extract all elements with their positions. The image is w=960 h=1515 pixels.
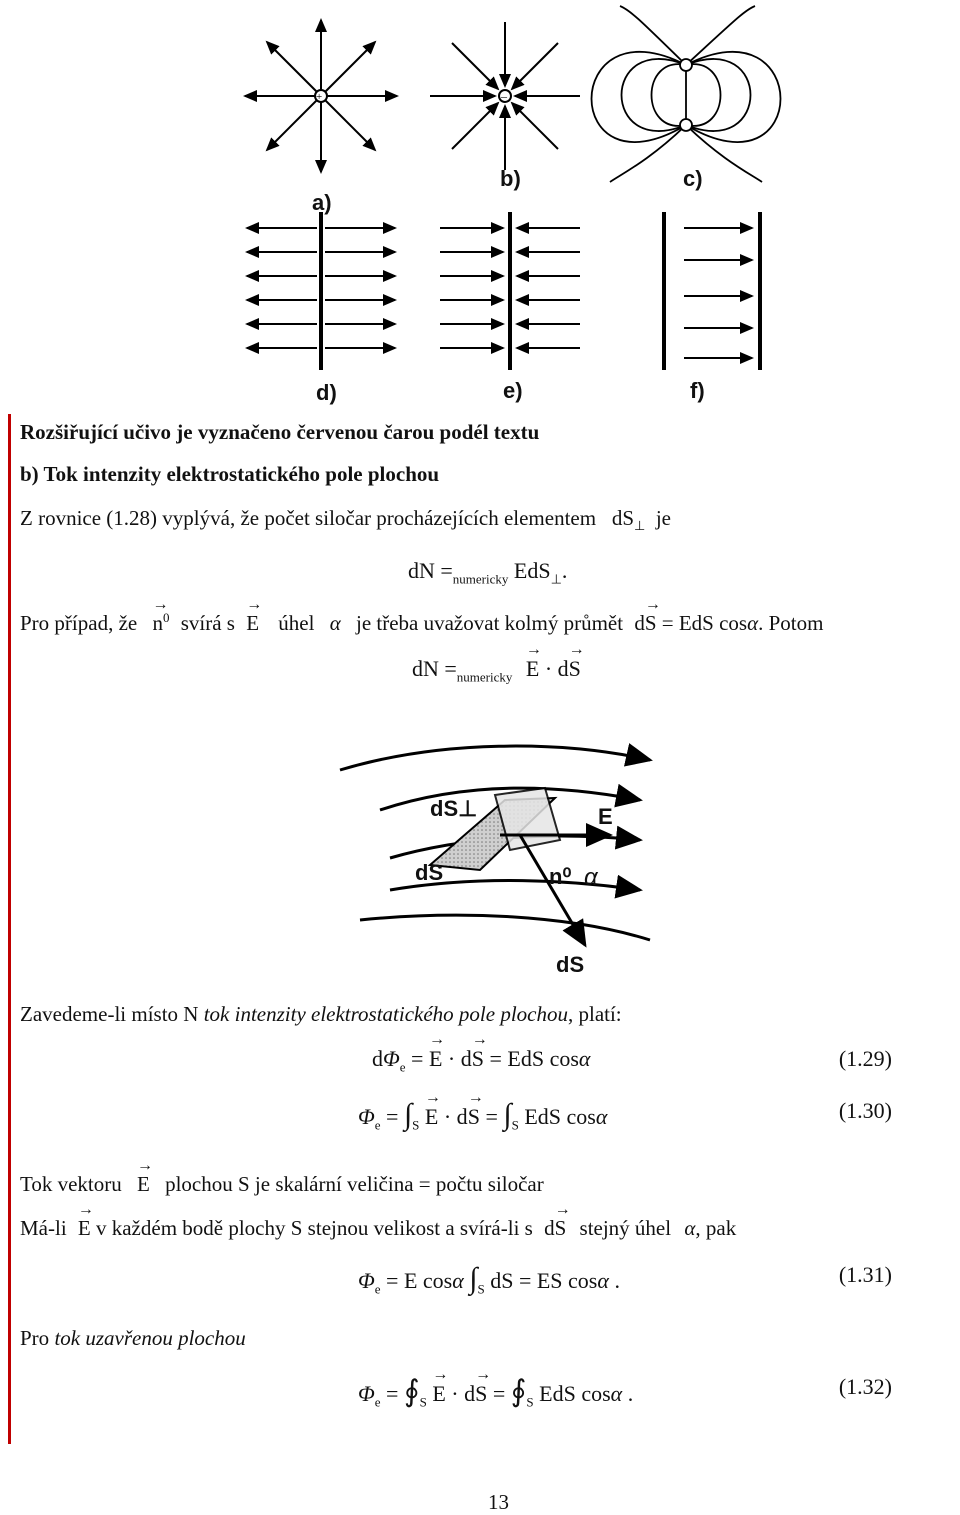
negative-charge-field xyxy=(430,22,580,170)
paragraph-line-1: Z rovnice (1.28) vyplývá, že počet siločar procházejících elementem $dS_\perp$ je xyxy=(20,506,671,534)
equation-dn2: dN $=_{numericky} \to E \cdot d\to S$ xyxy=(412,656,581,685)
label-ds-vector: dS xyxy=(556,952,585,977)
positive-charge-field xyxy=(245,20,397,172)
plate-negative-field xyxy=(440,212,580,370)
page-number: 13 xyxy=(488,1490,509,1514)
label-ds-perp: dS⊥ xyxy=(430,796,478,821)
red-margin-bar xyxy=(8,414,11,1444)
capacitor-field xyxy=(664,212,760,370)
label-alpha: α xyxy=(584,864,598,891)
dipole-field xyxy=(592,6,781,182)
fig-label-e: e) xyxy=(503,378,523,403)
equation-1-30: $\Phi_e = \int_S \to E \cdot d\to S = \int_S$ EdS cosα (1.30) xyxy=(358,1098,892,1133)
flux-surface-figure xyxy=(320,740,660,980)
label-ds: dS xyxy=(415,860,444,885)
label-n0: n⁰ xyxy=(549,864,572,889)
paragraph-line-4: Tok vektoru → E plochou S je skalární veličina = počtu siločar xyxy=(20,1172,544,1197)
equation-1-32: $\Phi_e$ = $∮_S \to E \cdot d\to S$ = $∮_S$ EdS cosα . (1.32) xyxy=(358,1374,892,1410)
fig-label-f: f) xyxy=(690,378,705,403)
paragraph-line-6: Pro tok uzavřenou plochou xyxy=(20,1326,246,1350)
label-e-vector: E xyxy=(598,804,613,829)
field-lines-figure xyxy=(0,0,960,410)
fig-label-b: b) xyxy=(500,166,521,191)
fig-label-c: c) xyxy=(683,166,703,191)
fig-label-a: a) xyxy=(312,190,332,215)
section-heading: b) Tok intenzity elektrostatického pole plochou xyxy=(20,462,440,486)
paragraph-line-2: Pro případ, že → $n^0$ svírá s → E úhel α je třeba uvažovat kolmý průmět d→ S = EdS cosα. Potom xyxy=(20,610,823,636)
paragraph-line-3: Zavedeme-li místo N tok intenzity elektrostatického pole plochou, platí: xyxy=(20,1002,622,1026)
svg-text:+: + xyxy=(316,91,323,103)
svg-text:–: – xyxy=(501,89,507,103)
equation-1-29: $d\Phi_e$ = → E · d→ S = EdS cosα (1.29) xyxy=(372,1046,892,1075)
note-line: Rozšiřující učivo je vyznačeno červenou čarou podél textu xyxy=(20,420,540,444)
fig-label-d: d) xyxy=(316,380,337,405)
equation-1-31: $\Phi_e = E$ cosα $\int_S$ dS = ES cosα . (1.31) xyxy=(358,1262,892,1297)
paragraph-line-5: Má-li → E v každém bodě plochy S stejnou velikost a svírá-li s d→ S stejný úhel α, pak xyxy=(20,1216,736,1241)
plate-positive-field xyxy=(247,212,395,370)
equation-dn1: dN $=_{numericky}$ EdS$_\perp$. xyxy=(408,558,568,587)
